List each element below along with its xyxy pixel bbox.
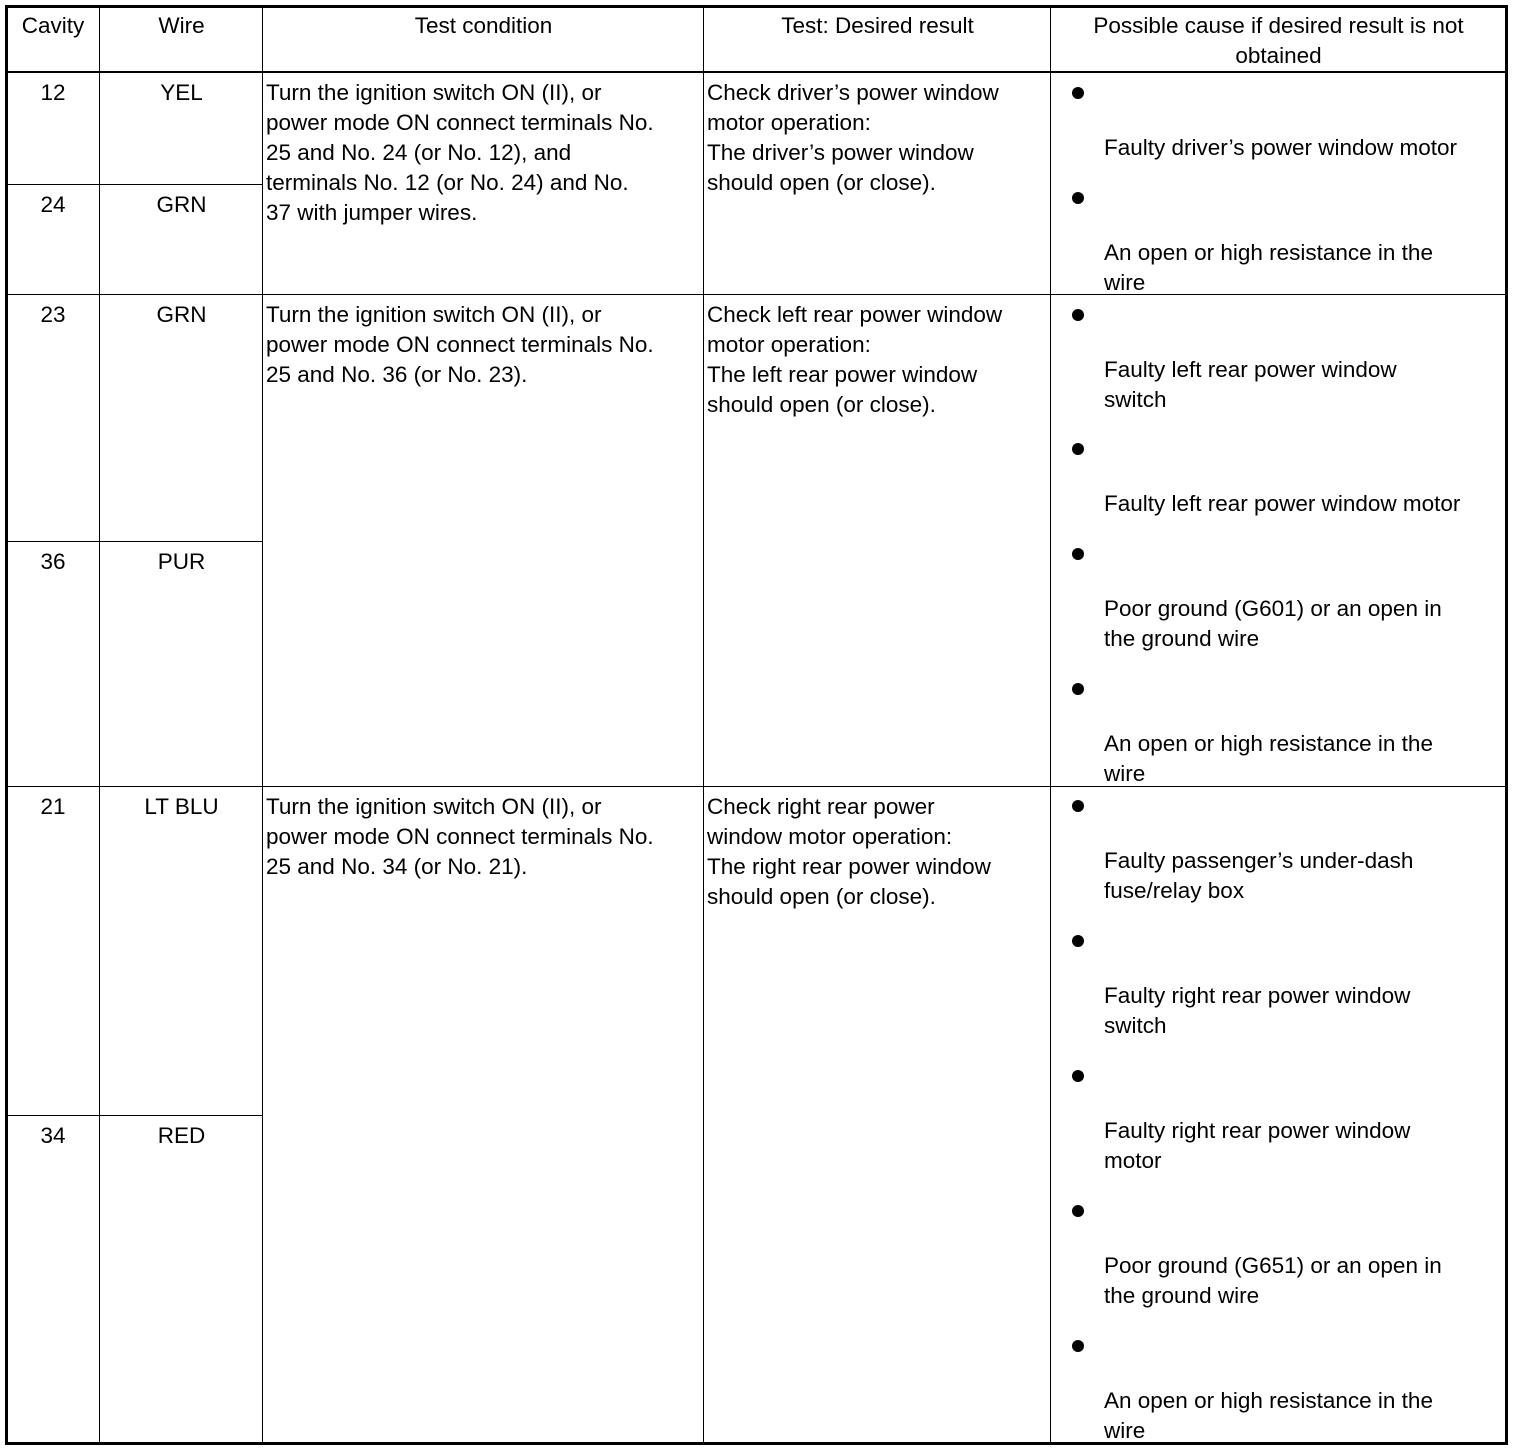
test-condition-line: terminals No. 12 (or No. 24) and No. — [266, 170, 629, 195]
possible-cause-line: An open or high resistance in the — [1104, 731, 1433, 756]
group-divider — [6, 786, 1506, 787]
header-cavity: Cavity — [21, 13, 85, 38]
bullet-icon — [1072, 443, 1084, 455]
row-divider — [6, 541, 263, 542]
column-divider — [703, 6, 704, 1443]
possible-cause-line: Faulty left rear power window motor — [1104, 491, 1461, 516]
possible-cause-line: Faulty right rear power window — [1104, 983, 1411, 1008]
test-condition-line: Turn the ignition switch ON (II), or — [266, 794, 602, 819]
possible-cause-line: switch — [1104, 1013, 1167, 1038]
test-condition-line: 25 and No. 24 (or No. 12), and — [266, 140, 572, 165]
table-border-left — [5, 5, 8, 1444]
wire-cell: RED — [157, 1123, 206, 1148]
possible-cause-line: switch — [1104, 387, 1167, 412]
row-divider — [6, 184, 263, 185]
desired-result-line: The left rear power window — [707, 362, 978, 387]
test-condition-line: Turn the ignition switch ON (II), or — [266, 80, 602, 105]
wire-cell: LT BLU — [144, 794, 219, 819]
desired-result-line: should open (or close). — [707, 884, 936, 909]
header-rule — [6, 71, 1506, 73]
test-condition-line: Turn the ignition switch ON (II), or — [266, 302, 602, 327]
possible-cause-line: An open or high resistance in the — [1104, 1388, 1433, 1413]
possible-cause-line: Faulty passenger’s under-dash — [1104, 848, 1414, 873]
test-condition-line: 25 and No. 34 (or No. 21). — [266, 854, 528, 879]
header-possible-cause: Possible cause if desired result is not — [1093, 13, 1464, 38]
bullet-icon — [1072, 683, 1084, 695]
desired-result-line: Check right rear power — [707, 794, 935, 819]
cavity-cell: 23 — [40, 302, 66, 327]
table-border-bottom — [5, 1442, 1508, 1445]
test-condition-line: 37 with jumper wires. — [266, 200, 478, 225]
desired-result-line: should open (or close). — [707, 392, 936, 417]
test-condition-line: power mode ON connect terminals No. — [266, 110, 654, 135]
possible-cause-line: Faulty left rear power window — [1104, 357, 1397, 382]
wire-cell: YEL — [160, 80, 203, 105]
cavity-cell: 34 — [40, 1123, 66, 1148]
bullet-icon — [1072, 1205, 1084, 1217]
desired-result-line: window motor operation: — [707, 824, 953, 849]
cavity-cell: 36 — [40, 549, 66, 574]
possible-cause-line: wire — [1104, 270, 1146, 295]
column-divider — [99, 6, 100, 1443]
desired-result-line: Check left rear power window — [707, 302, 1003, 327]
possible-cause-line: Poor ground (G651) or an open in — [1104, 1253, 1442, 1278]
test-condition-line: power mode ON connect terminals No. — [266, 332, 654, 357]
bullet-icon — [1072, 548, 1084, 560]
desired-result-line: motor operation: — [707, 332, 871, 357]
column-divider — [1050, 6, 1051, 1443]
wire-cell: GRN — [156, 302, 207, 327]
group-divider — [6, 294, 1506, 295]
test-condition-line: 25 and No. 36 (or No. 23). — [266, 362, 528, 387]
header-wire: Wire — [158, 13, 205, 38]
possible-cause-line: Faulty right rear power window — [1104, 1118, 1411, 1143]
possible-cause-line: An open or high resistance in the — [1104, 240, 1433, 265]
header-test-condition: Test condition — [414, 13, 553, 38]
cavity-cell: 21 — [40, 794, 66, 819]
cavity-cell: 24 — [40, 192, 66, 217]
cavity-cell: 12 — [40, 80, 66, 105]
bullet-icon — [1072, 800, 1084, 812]
bullet-icon — [1072, 192, 1084, 204]
possible-cause-line: the ground wire — [1104, 1283, 1260, 1308]
row-divider — [6, 1115, 263, 1116]
bullet-icon — [1072, 935, 1084, 947]
bullet-icon — [1072, 1340, 1084, 1352]
wire-cell: GRN — [156, 192, 207, 217]
bullet-icon — [1072, 309, 1084, 321]
possible-cause-line: wire — [1104, 1418, 1146, 1443]
test-condition-line: power mode ON connect terminals No. — [266, 824, 654, 849]
table-border-right — [1505, 5, 1508, 1444]
desired-result-line: motor operation: — [707, 110, 871, 135]
wire-cell: PUR — [157, 549, 206, 574]
possible-cause-line: motor — [1104, 1148, 1162, 1173]
column-divider — [262, 6, 263, 1443]
desired-result-line: The right rear power window — [707, 854, 991, 879]
bullet-icon — [1072, 87, 1084, 99]
possible-cause-line: Poor ground (G601) or an open in — [1104, 596, 1442, 621]
possible-cause-line: wire — [1104, 761, 1146, 786]
desired-result-line: Check driver’s power window — [707, 80, 999, 105]
header-possible-cause: obtained — [1235, 43, 1322, 68]
possible-cause-line: the ground wire — [1104, 626, 1260, 651]
desired-result-line: should open (or close). — [707, 170, 936, 195]
possible-cause-line: fuse/relay box — [1104, 878, 1245, 903]
header-desired-result: Test: Desired result — [781, 13, 974, 38]
table-border-top — [5, 5, 1508, 8]
desired-result-line: The driver’s power window — [707, 140, 974, 165]
bullet-icon — [1072, 1070, 1084, 1082]
possible-cause-line: Faulty driver’s power window motor — [1104, 135, 1458, 160]
